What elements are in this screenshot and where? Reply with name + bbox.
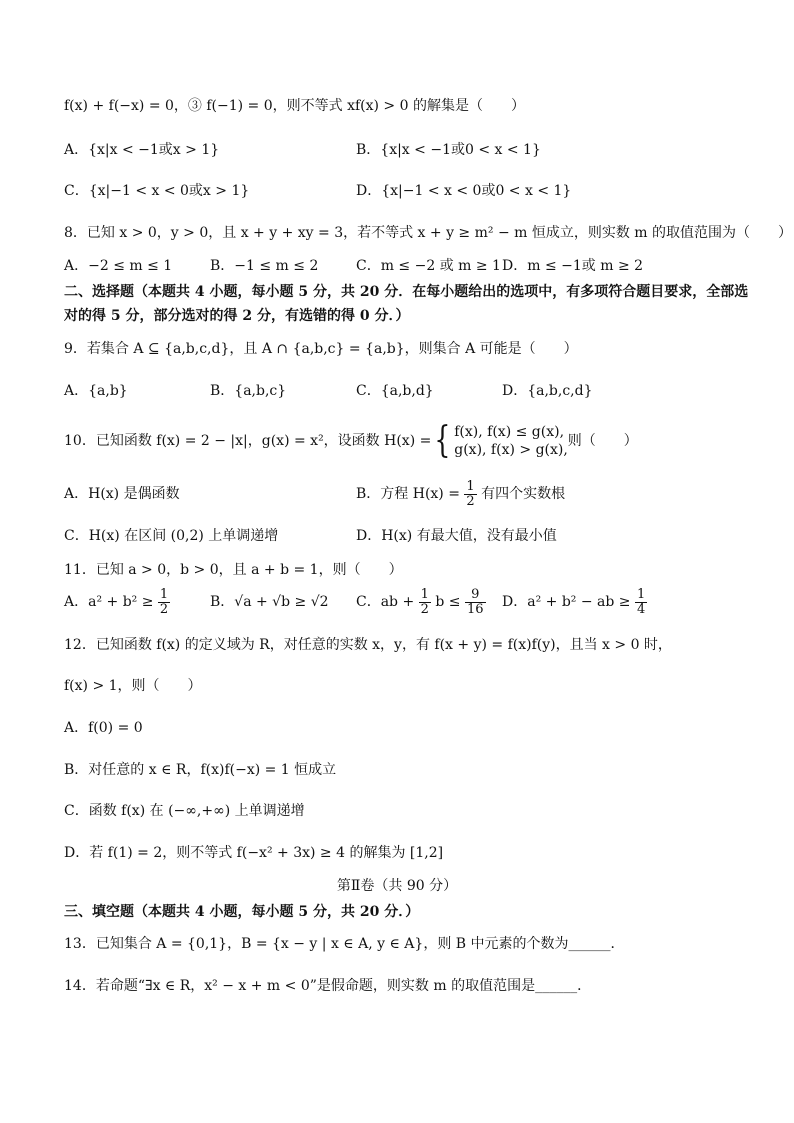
q7-stem-continued: f(x) + f(−x) = 0，③ f(−1) = 0，则不等式 xf(x) > 0 的解集是（ ）	[64, 98, 525, 114]
q11c-num1: 1	[420, 586, 429, 602]
q10b-post: 有四个实数根	[481, 486, 566, 502]
section-2-heading: 二、选择题（本题共 4 小题，每小题 5 分，共 20 分．在每小题给出的选项中，有多项符合题目要求，全部选	[64, 284, 749, 300]
q10-case-2: g(x), f(x) > g(x),	[454, 442, 568, 458]
q7-option-b: B．{x|x < −1或0 < x < 1}	[356, 142, 541, 158]
q11-option-d	[502, 586, 647, 618]
q11c-den2: 16	[467, 601, 484, 617]
section-2-heading-cont: 对的得 5 分，部分选对的得 2 分，有选错的得 0 分．）	[64, 308, 410, 324]
q7-option-c: C．{x|−1 < x < 0或x > 1}	[64, 183, 250, 199]
q11a-num: 1	[159, 586, 169, 602]
q10-stem	[64, 420, 638, 462]
q11-option-c	[356, 586, 486, 618]
q12-stem-cont: f(x) > 1，则（ ）	[64, 678, 202, 694]
q10-option-d: D．H(x) 有最大值，没有最小值	[356, 528, 557, 544]
q10-stem-post: 则（ ）	[567, 433, 638, 449]
q7-option-d: D．{x|−1 < x < 0或0 < x < 1}	[356, 183, 572, 199]
q11-stem: 11．已知 a > 0，b > 0，且 a + b = 1，则（ ）	[64, 562, 403, 578]
q11d-fraction	[635, 588, 647, 617]
q8-option-d: D．m ≤ −1或 m ≥ 2	[502, 258, 644, 274]
q10b-fraction	[464, 480, 476, 509]
q10-option-a: A．H(x) 是偶函数	[64, 486, 180, 502]
q11d-den: 4	[636, 601, 646, 617]
q11c-den1: 2	[420, 601, 429, 617]
q11c-pre: C．ab +	[356, 594, 415, 610]
q8-stem: 8．已知 x > 0，y > 0，且 x + y + xy = 3，若不等式 x + y ≥ m² − m 恒成立，则实数 m 的取值范围为（ ）	[64, 225, 793, 241]
q12-option-c: C．函数 f(x) 在 (−∞,+∞) 上单调递增	[64, 803, 305, 819]
q11c-fraction-1	[419, 588, 431, 617]
q8-option-b: B．−1 ≤ m ≤ 2	[210, 258, 319, 274]
q12-stem: 12．已知函数 f(x) 的定义域为 R，对任意的实数 x，y，有 f(x + y) = f(x)f(y)，且当 x > 0 时，	[64, 637, 672, 653]
q9-option-d: D．{a,b,c,d}	[502, 383, 593, 399]
q9-stem: 9．若集合 A ⊆ {a,b,c,d}，且 A ∩ {a,b,c} = {a,b}，则集合 A 可能是（ ）	[64, 341, 578, 357]
q10b-den: 2	[466, 493, 475, 509]
q11-option-b: B．√a + √b ≥ √2	[210, 594, 329, 610]
q11d-num: 1	[636, 586, 646, 602]
q10b-pre: B．方程 H(x) =	[356, 486, 460, 502]
q11-option-a	[64, 586, 170, 618]
q11a-pre: A．a² + b² ≥	[64, 594, 154, 610]
q12-option-d: D．若 f(1) = 2，则不等式 f(−x² + 3x) ≥ 4 的解集为 [1,2]	[64, 845, 444, 861]
q9-option-b: B．{a,b,c}	[210, 383, 287, 399]
q12-option-b: B．对任意的 x ∈ R，f(x)f(−x) = 1 恒成立	[64, 762, 337, 778]
q14-stem: 14．若命题“∃x ∈ R，x² − x + m < 0”是假命题，则实数 m 的取值范围是______．	[64, 978, 592, 994]
piecewise-cases	[454, 423, 568, 459]
q11d-pre: D．a² + b² − ab ≥	[502, 594, 631, 610]
q9-option-a: A．{a,b}	[64, 383, 128, 399]
q11c-num2: 9	[465, 588, 486, 603]
q10-case-1: f(x), f(x) ≤ g(x),	[454, 424, 565, 440]
q7-option-a: A．{x|x < −1或x > 1}	[64, 142, 220, 158]
q9-option-c: C．{a,b,d}	[356, 383, 434, 399]
q10-option-b	[356, 478, 565, 510]
q11c-mid: b ≤	[435, 594, 461, 610]
q10-stem-pre: 10．已知函数 f(x) = 2 − |x|，g(x) = x²，设函数 H(x) =	[64, 433, 432, 449]
q11a-den: 2	[159, 601, 169, 617]
q10b-num: 1	[466, 478, 475, 494]
q8-option-c: C．m ≤ −2 或 m ≥ 1	[356, 258, 501, 274]
q11a-fraction	[158, 588, 170, 617]
q13-stem: 13．已知集合 A = {0,1}，B = {x − y | x ∈ A, y ∈ A}，则 B 中元素的个数为______．	[64, 936, 625, 952]
section-3-heading: 三、填空题（本题共 4 小题，每小题 5 分，共 20 分．）	[64, 904, 420, 920]
q10-option-c: C．H(x) 在区间 (0,2) 上单调递增	[64, 528, 279, 544]
piecewise-brace: {	[434, 420, 451, 461]
q11c-fraction-2	[465, 588, 486, 617]
q8-option-a: A．−2 ≤ m ≤ 1	[64, 258, 173, 274]
q12-option-a: A．f(0) = 0	[64, 720, 143, 736]
part-2-heading: 第Ⅱ卷（共 90 分）	[336, 878, 458, 894]
